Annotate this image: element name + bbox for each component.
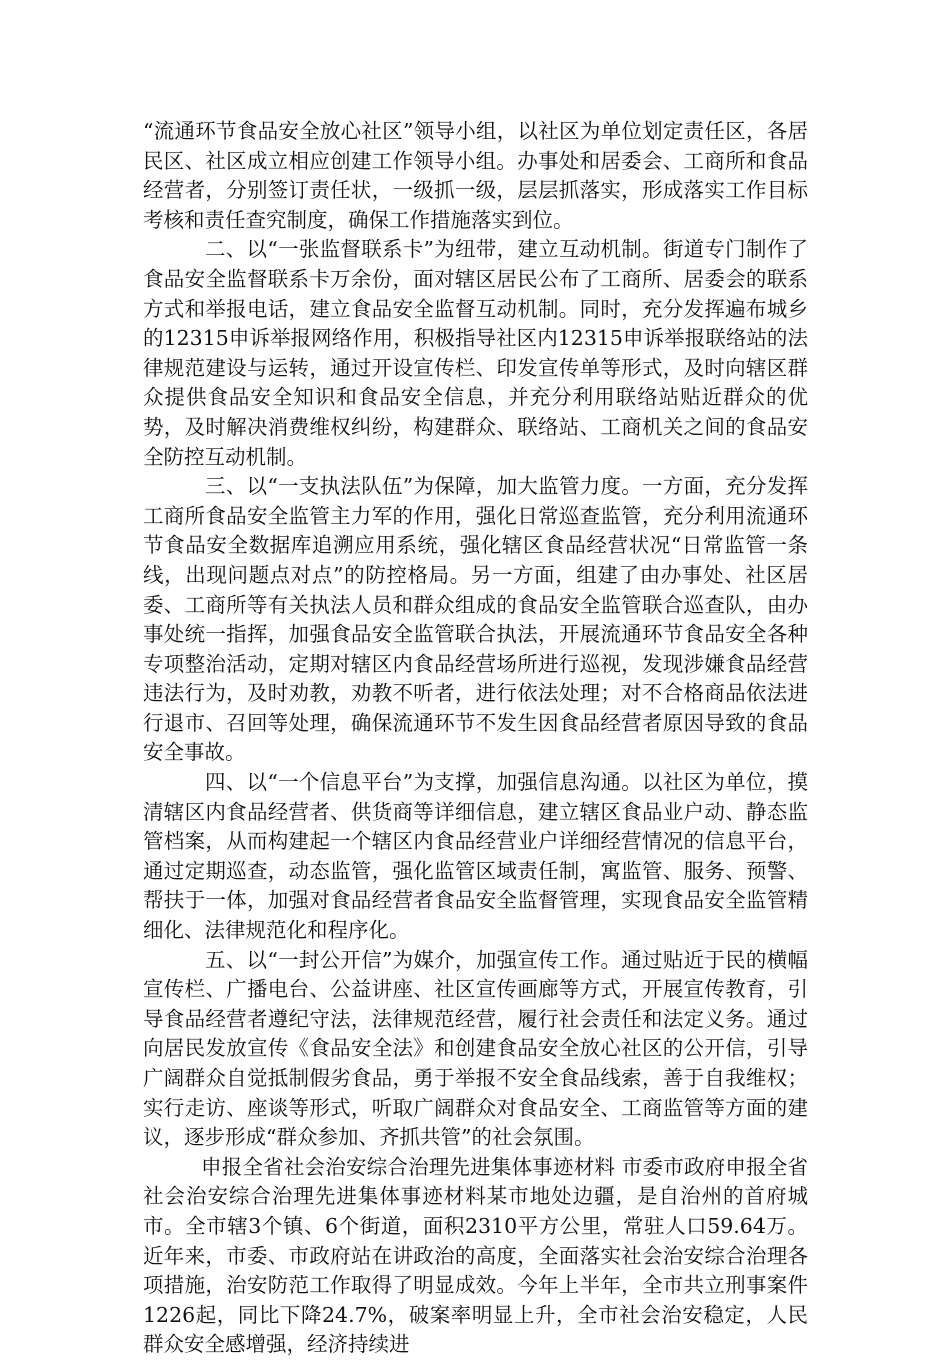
paragraph-information-platform: 四、以“一个信息平台”为支撑，加强信息沟通。以社区为单位，摸清辖区内食品经营者、供货商等详细信息，建立辖区食品业户动、静态监管档案，从而构建起一个辖区内食品经营业户详细经营情况的信息平台，通过定期巡查，动态监管，强化监管区域责任制，寓监管、服务、预警、帮扶于一体，加强对食品经营者食品安全监督管理，实现食品安全监管精细化、法律规范化和程序化。 <box>143 770 808 943</box>
paragraph-public-security-report: 申报全省社会治安综合治理先进集体事迹材料 市委市政府申报全省社会治安综合治理先进集体事迹材料某市地处边疆，是自治州的首府城市。全市辖3个镇、6个街道，面积2310平方公里，常驻人口59.64万。近年来，市委、市政府站在讲政治的高度，全面落实社会治安综合治理各项措施，治安防范工作取得了明显成效。今年上半年，全市共立刑事案件1226起，同比下降24.7%，破案率明显上升，全市社会治安稳定，人民群众安全感增强，经济持续进 <box>143 1154 808 1357</box>
document-body <box>143 117 808 1360</box>
paragraph-contact-card: 二、以“一张监督联系卡”为纽带，建立互动机制。街道专门制作了食品安全监督联系卡万余份，面对辖区居民公布了工商所、居委会的联系方式和举报电话，建立食品安全监督互动机制。同时，充分发挥遍布城乡的12315申诉举报网络作用，积极指导社区内12315申诉举报联络站的法律规范建设与运转，通过开设宣传栏、印发宣传单等形式，及时向辖区群众提供食品安全知识和食品安全信息，并充分利用联络站贴近群众的优势，及时解决消费维权纠纷，构建群众、联络站、工商机关之间的食品安全防控互动机制。 <box>143 237 808 469</box>
paragraph-leadership-group: “流通环节食品安全放心社区”领导小组，以社区为单位划定责任区，各居民区、社区成立相应创建工作领导小组。办事处和居委会、工商所和食品经营者，分别签订责任状，一级抓一级，层层抓落实，形成落实工作目标考核和责任查究制度，确保工作措施落实到位。 <box>143 119 808 232</box>
paragraph-open-letter: 五、以“一封公开信”为媒介，加强宣传工作。通过贴近于民的横幅宣传栏、广播电台、公益讲座、社区宣传画廊等方式，开展宣传教育，引导食品经营者遵纪守法，法律规范经营，履行社会责任和法定义务。通过向居民发放宣传《食品安全法》和创建食品安全放心社区的公开信，引导广阔群众自觉抵制假劣食品，勇于举报不安全食品线索，善于自我维权；实行走访、座谈等形式，听取广阔群众对食品安全、工商监管等方面的建议，逐步形成“群众参加、齐抓共管”的社会氛围。 <box>143 947 808 1150</box>
paragraph-enforcement-team: 三、以“一支执法队伍”为保障，加大监管力度。一方面，充分发挥工商所食品安全监管主力军的作用，强化日常巡查监管，充分利用流通环节食品安全数据库追溯应用系统，强化辖区食品经营状况“日常监管一条线，出现问题点对点”的防控格局。另一方面，组建了由办事处、社区居委、工商所等有关执法人员和群众组成的食品安全监管联合巡查队，由办事处统一指挥，加强食品安全监管联合执法，开展流通环节食品安全各种专项整治活动，定期对辖区内食品经营场所进行巡视，发现涉嫌食品经营违法行为，及时劝教，劝教不听者，进行依法处理；对不合格商品依法进行退市、召回等处理，确保流通环节不发生因食品经营者原因导致的食品安全事故。 <box>143 474 808 765</box>
